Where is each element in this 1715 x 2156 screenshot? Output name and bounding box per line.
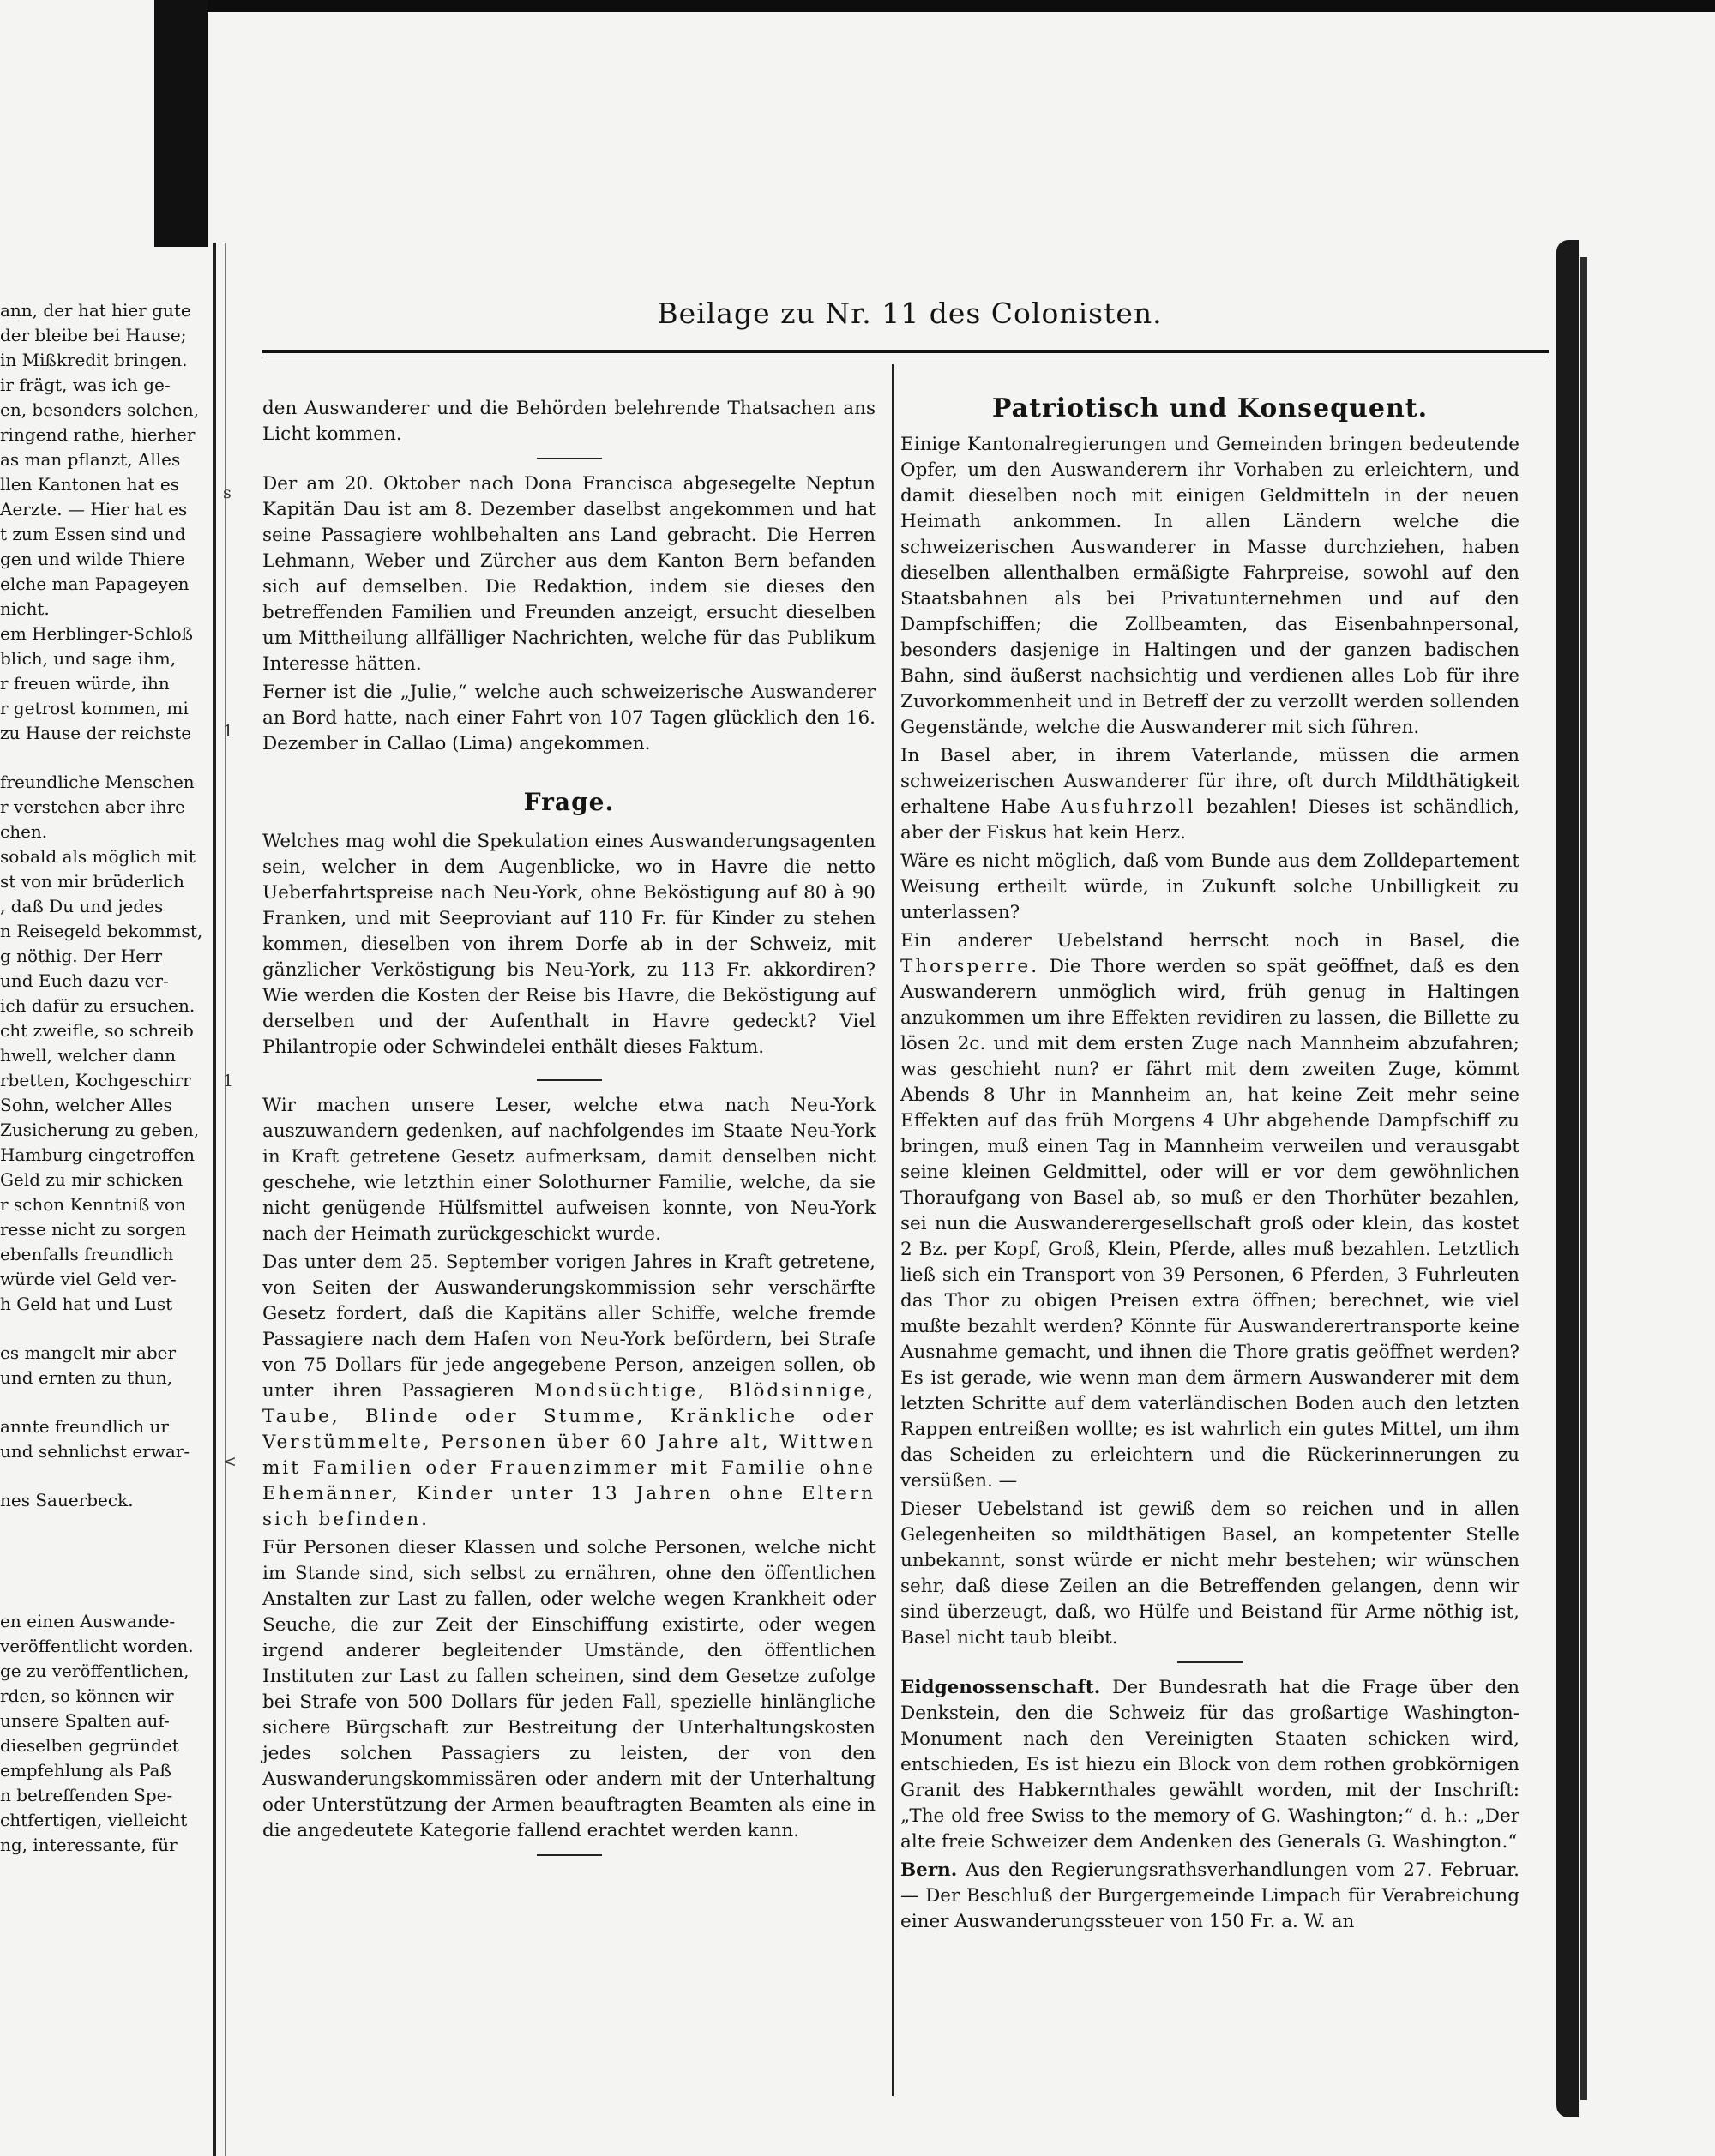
margin-mark: 1 (223, 722, 234, 741)
text-run: Ein anderer Uebelstand herrscht noch in Basel, die (900, 930, 1519, 952)
paragraph: Für Personen dieser Klassen und solche Personen, welche nicht im Stande sind, sich selbst zu ernähren, ohne den öffentlichen Anstalten zur Last zu fallen, oder welche wegen Krankheit oder Seuche, die zur Zeit der Einschiffung existirte, oder wegen irgend anderer begleitender Umstände, den öffentlichen Instituten zur Last zu fallen scheinen, sind dem Gesetze zufolge bei Strafe von 500 Dollars für jeden Fall, spezielle hinlängliche sichere Bürgschaft zur Bestreitung der Unterhaltungskosten jedes solchen Passagiers zu leisten, der von den Auswanderungskommissären oder andern mit der Unterhaltung oder Unterstützung der Armen beauftragten Beamten als eine in die angedeutete Kategorie fallend erachtet werden kann. (262, 1537, 876, 1841)
fragment-line: unsere Spalten auf- (0, 1710, 170, 1731)
page-edge (1556, 240, 1579, 2117)
fragment-line: elche man Papageyen (0, 574, 190, 594)
fragment-line: veröffentlicht worden. (0, 1636, 194, 1656)
fragment-line: cht zweifle, so schreib (0, 1020, 194, 1041)
text-run: bezahlen! Dieses ist schändlich, aber der Fiskus hat kein Herz. (900, 796, 1519, 844)
fragment-line: Sohn, welcher Alles (0, 1095, 172, 1115)
fragment-line: en, besonders solchen, (0, 399, 199, 420)
fragment-line: ich dafür zu ersuchen. (0, 995, 196, 1016)
text-run: Die Thore werden so spät geöffnet, daß es den Auswanderern unmöglich wird, früh genug in Haltingen anzukommen um ihre Effekten revidiren zu lassen, die Billette zu lösen 2c. und mit dem ersten Zuge nach Mannheim abzufahren; was geschieht nun? er fährt mit dem zweiten Zuge, kömmt Abends 8 Uhr in Mannheim an, hat keine Zeit mehr seine Effekten auf das früh Morgens 4 Uhr abgehende Dampfschiff zu bringen, muß einen Tag in Mannheim verweilen und verausgabt seine kleinen Geldmittel, oder will er vor dem gewöhnlichen Thoraufgang von Basel ab, so muß er den Thorhüter bezahlen, sei nun die Auswanderergesellschaft groß oder klein, das kostet 2 Bz. per Kopf, Groß, Klein, Pferde, alles muß bezahlen. Letztlich ließ sich ein Transport von 39 Personen, 6 Pferden, 3 Fuhrleuten das Thor zu obigen Preisen extra öffnen; berechnet, wie viel mußte bezahlt werden? Könnte für Auswanderertransporte keine Ausnahme gemacht, und ihnen die Thore gratis geöffnet werden? Es ist gerade, wie wenn man dem ärmern Auswanderer mit dem letzten Schritte auf dem vaterländischen Boden auch den letzten Rappen entreißen wollte; es ist wahrlich ein gutes Mittel, um ihm das Scheiden zu erleichtern und die Rückerinnerungen zu versüßen. — (900, 956, 1519, 1492)
fragment-line: , daß Du und jedes (0, 896, 164, 916)
page-header: Beilage zu Nr. 11 des Colonisten. (657, 297, 1163, 330)
fragment-line: n betreffenden Spe- (0, 1785, 173, 1805)
paragraph: Der am 20. Oktober nach Dona Francisca abgesegelte Neptun Kapitän Dau ist am 8. Dezember daselbst angekommen und hat seine Passagiere wohlbehalten ans Land gebracht. Die Herren Lehmann, Weber und Zürcher aus dem Kanton Bern befanden sich auf demselben. Die Redaktion, indem sie dieses den betreffenden Familien und Freunden anzeigt, ersucht dieselben um Mittheilung allfälliger Nachrichten, welche für das Publikum Interesse hätten. (262, 473, 876, 675)
fragment-line: t zum Essen sind und (0, 524, 186, 544)
paragraph: Wäre es nicht möglich, daß vom Bunde aus dem Zolldepartement Weisung ertheilt würde, in Zukunft solche Unbilligkeit zu unterlassen? (900, 850, 1519, 923)
fragment-line: in Mißkredit bringen. (0, 350, 188, 370)
header-rule (262, 350, 1549, 353)
previous-page-fragment (0, 298, 210, 1858)
section-divider (537, 1854, 602, 1856)
paragraph: Ferner ist die „Julie,“ welche auch schweizerische Auswanderer an Bord hatte, nach einer Fahrt von 107 Tagen glücklich den 16. Dezember in Callao (Lima) angekommen. (262, 682, 876, 754)
text-run: Der Bundesrath hat die Frage über den Denkstein, den die Schweiz für das großartige Washington-Monument nach den Vereinigten Staaten schicken wird, entschieden, Es ist hiezu ein Block von dem rothen grobkörnigen Granit des Habkernthales gewählt worden, mit der Inschrift: „The old free Swiss to the memory of G. Washington;“ d. h.: „Der alte freie Schweizer dem Andenken des Generals G. Washington.“ (900, 1677, 1519, 1853)
article-title: Patriotisch und Konsequent. (991, 393, 1429, 423)
fragment-line: annte freundlich ur (0, 1416, 169, 1437)
fragment-line: chen. (0, 821, 48, 842)
fragment-line: ann, der hat hier gute (0, 300, 191, 321)
page-fold-line (225, 243, 226, 2156)
fragment-line: chtfertigen, vielleicht (0, 1810, 188, 1830)
text-run: Das unter dem 25. September vorigen Jahres in Kraft getretene, von Seiten der Auswanderungskommission sehr verschärfte Gesetz fordert, daß die Kapitäns aller Schiffe, welche fremde Passagiere nach dem Hafen von Neu-York befördern, bei Strafe von 75 Dollars für jede angegebene Person, anzeigen sollen, ob unter ihren Passagieren (262, 1252, 876, 1402)
fragment-line: dieselben gegründet (0, 1735, 179, 1756)
paragraph (900, 743, 1519, 846)
fragment-line: es mangelt mir aber (0, 1342, 177, 1363)
paragraph: Dieser Uebelstand ist gewiß dem so reichen und in allen Gelegenheiten so mildthätigen Basel, an kompetenter Stelle unbekannt, sonst würde er nicht mehr bestehen; wir wünschen sehr, daß diese Zeilen an die Betreffenden gelangen, denn wir sind überzeugt, daß, wo Hülfe und Beistand für Arme nöthig ist, Basel nicht taub bleibt. (900, 1498, 1519, 1649)
fragment-line: r getrost kommen, mi (0, 698, 189, 718)
page-fold (213, 243, 216, 2156)
page-edge-shadow (1580, 257, 1587, 2100)
fragment-line: as man pflanzt, Alles (0, 449, 181, 470)
fragment-line: g nöthig. Der Herr (0, 946, 163, 966)
margin-mark: < (223, 1452, 237, 1471)
fragment-line: nes Sauerbeck. (0, 1490, 134, 1510)
fragment-line: nicht. (0, 598, 50, 619)
paragraph (262, 1250, 876, 1533)
fragment-line: zu Hause der reichste (0, 723, 192, 743)
emphasized-text: Ausfuhrzoll (1061, 796, 1196, 818)
fragment-line: und ernten zu thun, (0, 1367, 173, 1388)
fragment-line: n Reisegeld bekommst, (0, 921, 203, 941)
fragment-line: Aerzte. — Hier hat es (0, 499, 188, 519)
fragment-line: r freuen würde, ihn (0, 673, 170, 694)
fragment-line: resse nicht zu sorgen (0, 1219, 187, 1240)
section-divider (537, 1079, 602, 1081)
section-heading: Bern. (900, 1859, 958, 1881)
section-heading: Eidgenossenschaft. (900, 1677, 1101, 1698)
column-separator (892, 364, 894, 2096)
column-left (262, 396, 876, 1868)
emphasized-text: Mondsüchtige, Blödsinnige, Taube, Blinde oder Stumme, Kränkliche oder Verstümmelte, Personen über 60 Jahre alt, Wittwen mit Familien oder Frauenzimmer mit Familie ohne Ehemänner, Kinder unter 13 Jahren ohne Eltern sich befinden. (262, 1380, 876, 1530)
fragment-line: empfehlung als Paß (0, 1760, 172, 1781)
fragment-line: ge zu veröffentlichen, (0, 1661, 190, 1681)
section-divider (537, 458, 602, 459)
emphasized-text: Thorsperre. (900, 956, 1040, 977)
scan-shadow-top (154, 0, 208, 247)
paragraph: Welches mag wohl die Spekulation eines Auswanderungsagenten sein, welcher in dem Augenblicke, wo in Havre die netto Ueberfahrtspreise nach Neu-York, ohne Beköstigung auf 80 à 90 Franken, und mit Seeproviant auf 110 Fr. für Kinder zu stehen kommen, dieselben von ihrem Dorfe ab in der Schweiz, mit gänzlicher Verköstigung bis Neu-York, zu 113 Fr. akkordiren? Wie werden die Kosten der Reise bis Havre, die Beköstigung auf derselben und der Aufenthalt in Havre gedeckt? Viel Philantropie oder Schwindelei enthält dieses Faktum. (262, 831, 876, 1058)
fragment-line: blich, und sage ihm, (0, 648, 177, 669)
fragment-line: rden, so können wir (0, 1685, 174, 1706)
fragment-line: sobald als möglich mit (0, 846, 196, 867)
fragment-line: Geld zu mir schicken (0, 1169, 184, 1190)
fragment-line: en einen Auswande- (0, 1611, 176, 1631)
fragment-line: und Euch dazu ver- (0, 970, 169, 991)
fragment-line: hwell, welcher dann (0, 1045, 177, 1066)
paragraph: Wir machen unsere Leser, welche etwa nach Neu-York auszuwandern gedenken, auf nachfolgendes im Staate Neu-York in Kraft getretene Gesetz aufmerksam, damit denselben nicht geschehe, wie letzthin einer Solothurner Familie, welche, da sie nicht genügende Hülfsmittel aufweisen konnte, von Neu-York nach der Heimath zurückgeschickt wurde. (262, 1095, 876, 1245)
paragraph: den Auswanderer und die Behörden belehrende Thatsachen ans Licht kommen. (262, 398, 876, 445)
margin-mark: s (223, 483, 232, 502)
fragment-line: und sehnlichst erwar- (0, 1441, 190, 1462)
fragment-line: der bleibe bei Hause; (0, 325, 187, 345)
margin-mark: 1 (223, 1072, 234, 1090)
section-title: Frage. (523, 788, 615, 816)
fragment-line: ebenfalls freundlich (0, 1244, 174, 1264)
text-run: Aus den Regierungsrathsverhandlungen vom 27. Februar. — Der Beschluß der Burgergemeinde Limpach für Verabreichung einer Auswanderungssteuer von 150 Fr. a. W. an (900, 1859, 1519, 1932)
paragraph (900, 928, 1519, 1494)
paragraph (900, 1675, 1519, 1855)
fragment-line: ringend rathe, hierher (0, 424, 196, 445)
section-divider (1177, 1661, 1243, 1663)
scan-border-top (208, 0, 1715, 12)
fragment-line: rbetten, Kochgeschirr (0, 1070, 191, 1090)
fragment-line: ir frägt, was ich ge- (0, 375, 171, 395)
fragment-line: Zusicherung zu geben, (0, 1120, 200, 1140)
fragment-line: llen Kantonen hat es (0, 474, 179, 495)
text-run: In Basel aber, in ihrem Vaterlande, müssen die armen schweizerischen Auswanderer für ihre, oft durch Mildthätigkeit erhaltene Habe (900, 745, 1519, 818)
fragment-line: r schon Kenntniß von (0, 1194, 186, 1215)
fragment-line: st von mir brüderlich (0, 871, 184, 892)
fragment-line: r verstehen aber ihre (0, 796, 185, 817)
column-right (900, 393, 1519, 1937)
fragment-line: em Herblinger-Schloß (0, 623, 194, 644)
fragment-line: würde viel Geld ver- (0, 1269, 177, 1289)
fragment-line: freundliche Menschen (0, 772, 195, 792)
paragraph: Einige Kantonalregierungen und Gemeinden bringen bedeutende Opfer, um den Auswanderern ihr Vorhaben zu erleichtern, und damit dieselben noch mit einigen Geldmitteln in der neuen Heimath ankommen. In allen Ländern welche die schweizerischen Auswanderer in Masse durchziehen, haben dieselben allenthalben ermäßigte Fahrpreise, sowohl auf den Staatsbahnen als bei Privatunternehmen und auf den Dampfschiffen; die Zollbeamten, das Eisenbahnpersonal, besonders dasjenige in Haltingen und der ganzen badischen Bahn, sind äußerst nachsichtig und verdienen alles Lob für ihre Zuvorkommenheit und in Betreff der zu verzollt werden sollenden Gegenstände, welche die Auswanderer mit sich führen. (900, 434, 1519, 738)
fragment-line: h Geld hat und Lust (0, 1294, 173, 1314)
fragment-line: gen und wilde Thiere (0, 549, 185, 569)
fragment-line: Hamburg eingetroffen (0, 1144, 196, 1165)
fragment-line: ng, interessante, für (0, 1835, 178, 1855)
paragraph (900, 1858, 1519, 1935)
